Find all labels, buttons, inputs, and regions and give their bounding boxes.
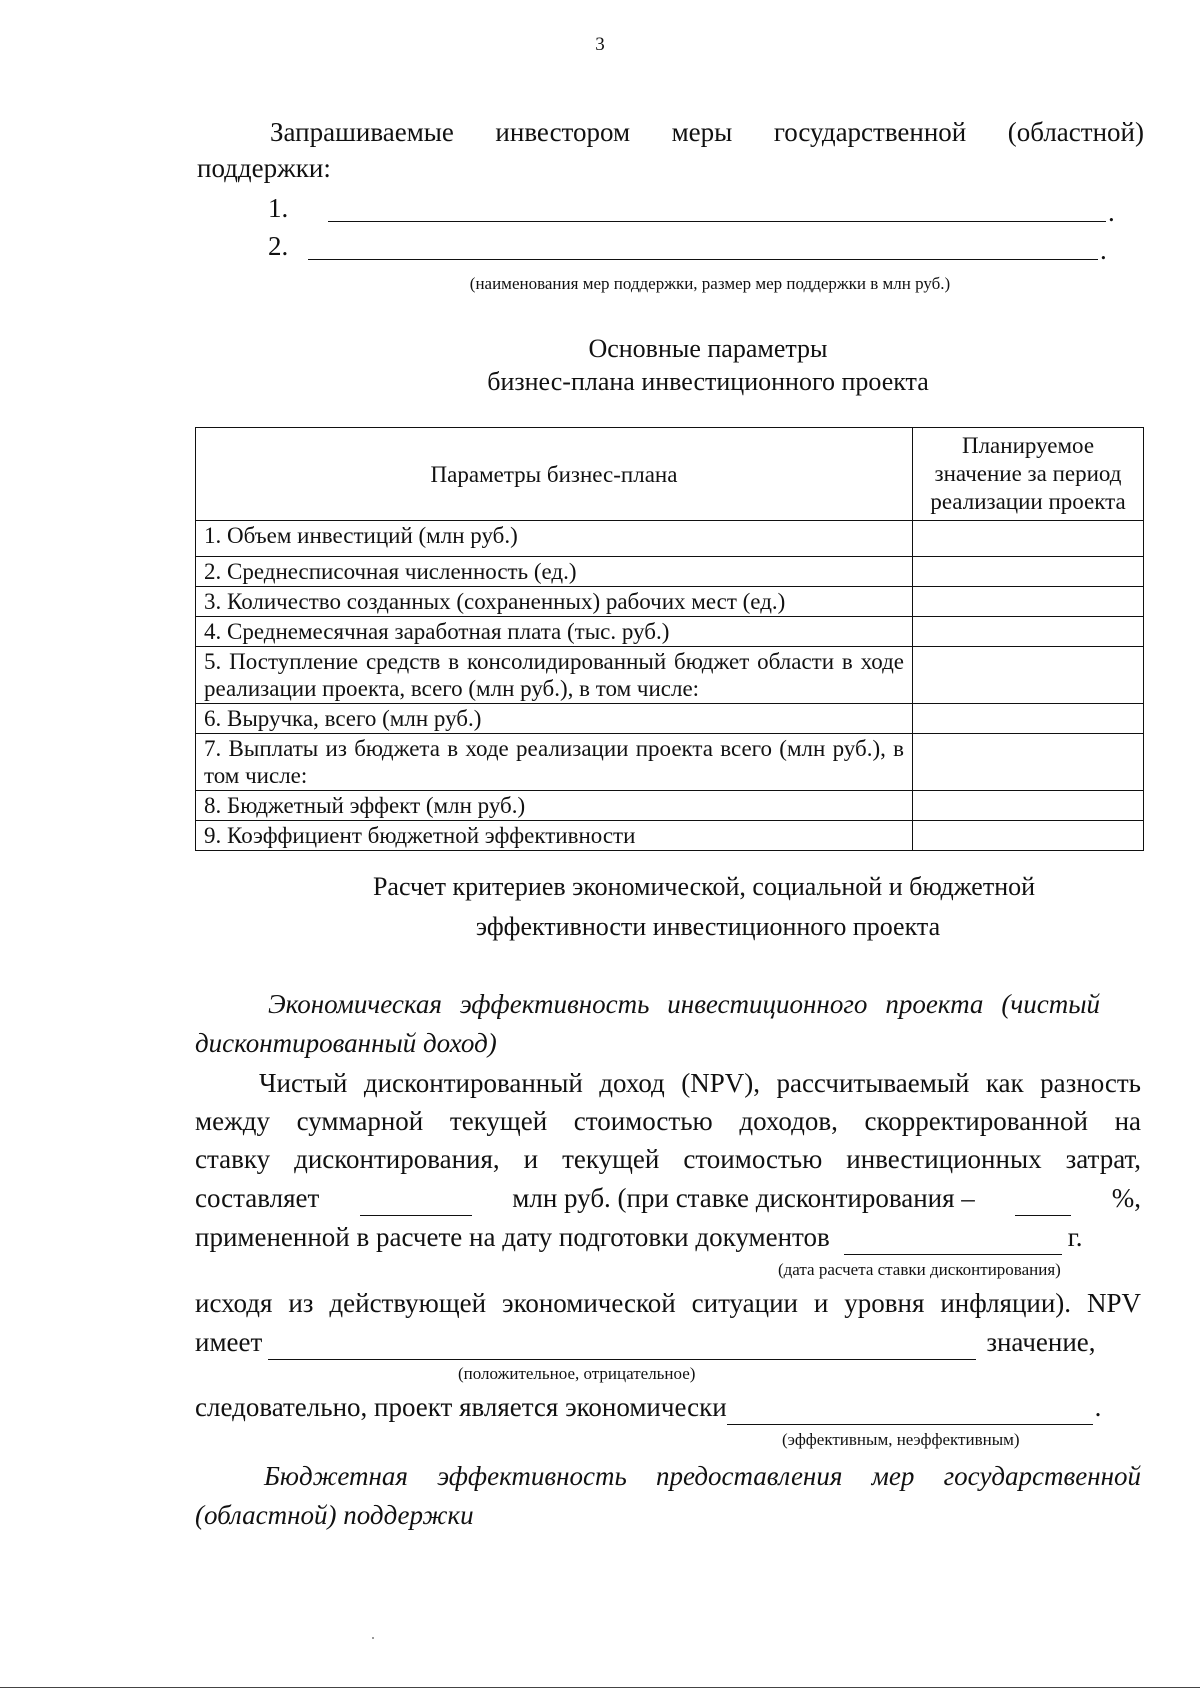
header-line: реализации проекта (930, 489, 1126, 514)
text: имеет (195, 1327, 263, 1357)
row-value[interactable] (913, 617, 1144, 647)
text: млн руб. (при ставке дисконтирования – (512, 1183, 975, 1213)
npv-paragraph-line6: исходя из действующей экономической ситуации и уровня инфляции). NPV (195, 1288, 1141, 1318)
date-caption: (дата расчета ставки дисконтирования) (778, 1260, 1061, 1279)
header-line: Планируемое (961, 433, 1095, 458)
support-intro-line2: поддержки: (197, 153, 331, 183)
row-label: 2. Среднесписочная численность (ед.) (196, 557, 913, 587)
params-title-line1: Основные параметры (588, 334, 828, 363)
row-value[interactable] (913, 734, 1144, 791)
text: примененной в расчете на дату подготовки документов (195, 1222, 830, 1252)
support-item-2-line[interactable] (308, 259, 1098, 260)
row-label: 4. Среднемесячная заработная плата (тыс. руб.) (196, 617, 913, 647)
npv-sign-blank[interactable] (268, 1331, 976, 1360)
npv-paragraph-line7 (195, 1324, 1096, 1360)
npv-paragraph-line4 (195, 1180, 1141, 1216)
row-label: 9. Коэффициент бюджетной эффективности (196, 821, 913, 851)
npv-value-blank[interactable] (360, 1187, 472, 1216)
table-row (196, 734, 1144, 791)
word: (областной) (1007, 117, 1144, 147)
efficiency-blank[interactable] (727, 1396, 1093, 1425)
npv-paragraph-line5 (195, 1219, 1083, 1255)
sign-caption: (положительное, отрицательное) (458, 1364, 696, 1383)
text: значение, (986, 1327, 1096, 1357)
row-value[interactable] (913, 647, 1144, 704)
economic-subtitle-line2: дисконтированный доход) (195, 1028, 497, 1058)
word: инвестором (495, 117, 631, 147)
support-item-1-line[interactable] (328, 221, 1106, 222)
row-value[interactable] (913, 704, 1144, 734)
table-row (196, 557, 1144, 587)
page-number: 3 (595, 34, 605, 55)
npv-paragraph-line3: ставку дисконтирования, и текущей стоимостью инвестиционных затрат, (195, 1144, 1141, 1174)
item-number: 1. (268, 193, 289, 223)
text: составляет (195, 1183, 320, 1213)
text: %, (1111, 1183, 1141, 1213)
text: . (1094, 1392, 1102, 1422)
budget-subtitle-line1: Бюджетная эффективность предоставления мер государственной (264, 1461, 1141, 1491)
word: Запрашиваемые (270, 117, 454, 147)
table-row (196, 821, 1144, 851)
npv-paragraph-line1: Чистый дисконтированный доход (NPV), рассчитываемый как разность (259, 1068, 1141, 1098)
criteria-title-line1: Расчет критериев экономической, социальной и бюджетной (372, 872, 1036, 901)
row-value[interactable] (913, 791, 1144, 821)
row-value[interactable] (913, 557, 1144, 587)
npv-paragraph-line8 (195, 1389, 1101, 1425)
npv-paragraph-line2: между суммарной текущей стоимостью доходов, скорректированной на (195, 1106, 1141, 1136)
item-number: 2. (268, 231, 289, 261)
header-planned-value (913, 428, 1144, 521)
row-value[interactable] (913, 821, 1144, 851)
efficiency-caption: (эффективным, неэффективным) (782, 1430, 1020, 1449)
word: государственной (773, 117, 967, 147)
discount-rate-blank[interactable] (1015, 1187, 1071, 1216)
criteria-title-line2: эффективности инвестиционного проекта (475, 912, 941, 941)
header-params: Параметры бизнес-плана (196, 428, 913, 521)
scan-speck (372, 1637, 374, 1639)
table-row (196, 587, 1144, 617)
text: следовательно, проект является экономически (195, 1392, 727, 1422)
row-label: 5. Поступление средств в консолидированный бюджет области в ходе реализации проекта, всего (млн руб.), в том числе: (196, 647, 913, 704)
table-row (196, 704, 1144, 734)
text: г. (1067, 1222, 1083, 1252)
table-row (196, 647, 1144, 704)
support-item-1 (268, 190, 288, 226)
row-label: 8. Бюджетный эффект (млн руб.) (196, 791, 913, 821)
item-end-dot: . (1100, 235, 1107, 265)
item-end-dot: . (1108, 197, 1115, 227)
support-intro-line1 (270, 114, 1144, 150)
table-row (196, 791, 1144, 821)
table-row (196, 521, 1144, 557)
params-table (195, 427, 1144, 851)
header-line: значение за период (934, 461, 1122, 486)
support-caption: (наименования мер поддержки, размер мер поддержки в млн руб.) (469, 274, 951, 293)
bottom-rule (0, 1687, 1200, 1688)
calc-date-blank[interactable] (844, 1226, 1062, 1255)
params-title-line2: бизнес-плана инвестиционного проекта (487, 367, 929, 396)
table-header-row (196, 428, 1144, 521)
table-row (196, 617, 1144, 647)
row-label: 1. Объем инвестиций (млн руб.) (196, 521, 913, 557)
row-value[interactable] (913, 587, 1144, 617)
row-label: 6. Выручка, всего (млн руб.) (196, 704, 913, 734)
row-label: 3. Количество созданных (сохраненных) рабочих мест (ед.) (196, 587, 913, 617)
row-label: 7. Выплаты из бюджета в ходе реализации проекта всего (млн руб.), в том числе: (196, 734, 913, 791)
support-item-2 (268, 228, 288, 264)
economic-subtitle-line1: Экономическая эффективность инвестиционного проекта (чистый (268, 989, 1100, 1019)
word: меры (671, 117, 733, 147)
budget-subtitle-line2: (областной) поддержки (195, 1500, 474, 1530)
row-value[interactable] (913, 521, 1144, 557)
